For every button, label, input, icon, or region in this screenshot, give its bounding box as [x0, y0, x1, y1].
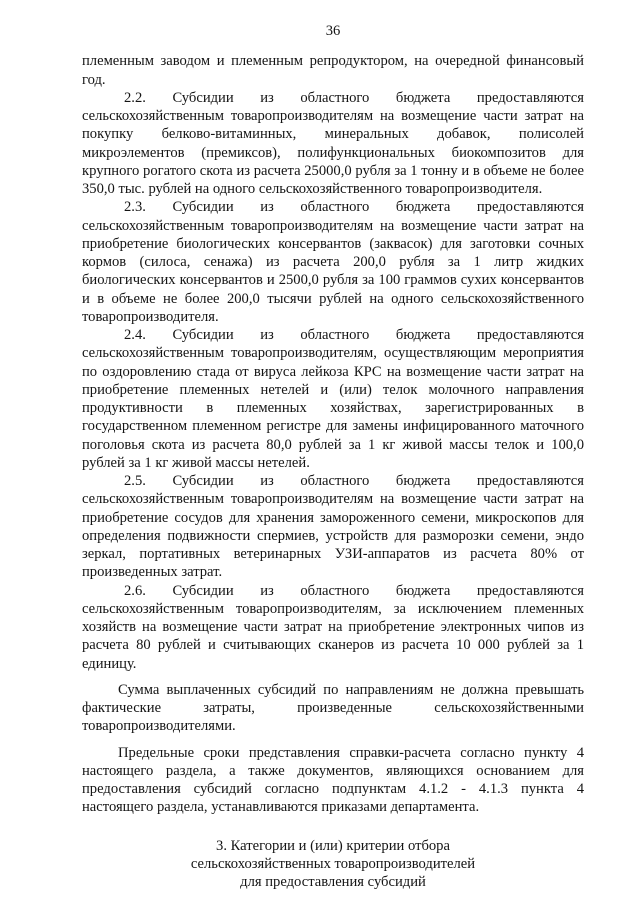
paragraph-deadlines: Предельные сроки представления справки-расчета согласно пункту 4 настоящего раздела, а также документов, являющихся основанием для предоставления субсидий согласно подпунктам 4.1.2 - 4.1.3 пункта 4 настоящего раздела, устанавливаются приказами департамента.: [82, 744, 584, 816]
section-heading: [82, 837, 584, 892]
section-heading-line: сельскохозяйственных товаропроизводителей: [190, 855, 476, 872]
section-heading-line: для предоставления субсидий: [240, 874, 426, 890]
paragraph-2-3: 2.3. Субсидии из областного бюджета предоставляются сельскохозяйственным товаропроизводителям на возмещение части затрат на приобретение биологических консервантов (заквасок) для заготовки сочных кормов (силоса, сенажа) из расчета 200,0 рубля за 1 литр жидких биологических консервантов и 2500,0 рубля за 100 граммов сухих консервантов и в объеме не более 200,0 тысячи рублей на одного сельскохозяйственного товаропроизводителя.: [82, 199, 584, 325]
section-heading-line: 3. Категории и (или) критерии отбора: [216, 837, 450, 854]
paragraph-2-6: 2.6. Субсидии из областного бюджета предоставляются сельскохозяйственным товаропроизводителям, за исключением племенных хозяйств на возмещение части затрат на приобретение электронных чипов из расчета 80 рублей и считывающих сканеров из расчета 10 000 рублей за 1 единицу.: [82, 582, 584, 672]
paragraph-continuation: племенным заводом и племенным репродуктором, на очередной финансовый год.: [82, 53, 584, 88]
paragraph-2-4: 2.4. Субсидии из областного бюджета предоставляются сельскохозяйственным товаропроизводителям, осуществляющим мероприятия по оздоровлению стада от вируса лейкоза КРС на возмещение части затрат на приобретение племенных нетелей и (или) телок молочного направления продуктивности в племенных хозяйствах, зарегистрированных в государственном племенном регистре для замены инфицированного маточного поголовья скота из расчета 80,0 рублей за 1 кг живой массы телок и 100,0 рублей за 1 кг живой массы нетелей.: [82, 327, 584, 471]
paragraph-subsidy-sum: Сумма выплаченных субсидий по направлениям не должна превышать фактические затраты, произведенные сельскохозяйственными товаропроизводителями.: [82, 681, 584, 735]
paragraph-2-2: 2.2. Субсидии из областного бюджета предоставляются сельскохозяйственным товаропроизводителям на возмещение части затрат на покупку белково-витаминных, минеральных добавок, полисолей микроэлементов (премиксов), полифункциональных биокомпозитов для крупного рогатого скота из расчета 25000,0 рубля за 1 тонну и в объеме не более 350,0 тыс. рублей на одного сельскохозяйственного товаропроизводителя.: [82, 89, 584, 197]
page-number: 36: [325, 23, 341, 39]
paragraph-2-5: 2.5. Субсидии из областного бюджета предоставляются сельскохозяйственным товаропроизводителям на возмещение части затрат на приобретение сосудов для хранения замороженного семени, микроскопов для определения подвижности спермиев, устройств для разморозки семени, эндо зеркал, портативных ветеринарных УЗИ-аппаратов из расчета 80% от произведенных затрат.: [82, 473, 584, 581]
